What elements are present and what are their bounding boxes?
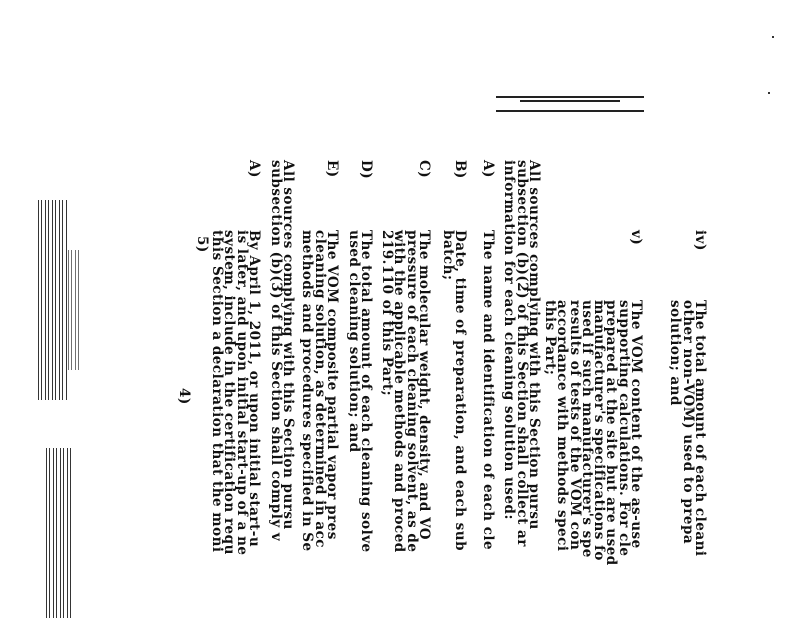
text-line: The total amount of each cleani <box>692 300 708 557</box>
text-line: other non-VOM) used to prepa <box>679 300 696 545</box>
text-line: prepared at the site but are used <box>603 300 620 566</box>
sub-item-e-text <box>301 230 338 552</box>
text-line: is later, and upon initial start-up of a ne <box>233 230 250 556</box>
sub-item-d <box>360 160 372 179</box>
item-marker: C) <box>416 160 432 179</box>
sub-item-c-text <box>381 230 430 553</box>
sub-item-b-text <box>441 230 466 551</box>
text-line: accordance with methods speci <box>554 300 571 552</box>
intro-b3 <box>269 160 294 541</box>
item-iv-text <box>669 300 706 557</box>
text-line: with the applicable methods and proced <box>391 230 408 553</box>
text-line: Date, time of preparation, and each sub <box>452 230 468 552</box>
item-marker: D) <box>358 160 374 180</box>
text-line: this Section a declaration that the moni <box>209 230 226 553</box>
sub-item-a <box>482 160 494 178</box>
text-line: batch; <box>439 230 456 281</box>
sub-item-e <box>326 160 338 178</box>
b3-item-a-text <box>211 230 260 556</box>
text-line: cleaning solution, as determined in acc <box>311 230 328 549</box>
text-line: system, include in the certification requ <box>221 230 238 555</box>
sub-item-c <box>418 160 430 178</box>
item-marker: A) <box>246 160 262 178</box>
text-line: results of tests of the VOM con <box>566 300 583 551</box>
text-line: The VOM composite partial vapor pres <box>324 230 340 540</box>
scan-artifact <box>68 250 82 370</box>
page-mark-5: 5) <box>194 236 210 253</box>
text-line: this Part; <box>541 300 558 376</box>
text-line: used cleaning solution; and <box>345 230 362 453</box>
scan-artifact <box>46 448 72 618</box>
text-line: The total amount of each cleaning solve <box>358 230 374 553</box>
text-line: subsection (b)(2) of this Section shall collect ar <box>513 160 530 547</box>
page-mark-4: 4) <box>176 388 192 405</box>
item-marker: iv) <box>692 230 708 251</box>
text-line: The name and identification of each cle <box>480 230 496 551</box>
text-line: All sources complying with this Section pursu <box>280 160 296 530</box>
item-marker: v) <box>628 230 644 246</box>
text-line: pressure of each cleaning solvent, as de <box>403 230 420 553</box>
item-iv <box>694 230 706 251</box>
scan-artifact <box>38 200 68 400</box>
text-line: information for each cleaning solution used: <box>501 160 518 520</box>
sub-item-a-text <box>482 230 494 550</box>
text-line: The VOM content of the as-use <box>628 300 644 549</box>
sub-item-d-text <box>347 230 372 553</box>
item-v-text <box>541 300 644 566</box>
item-marker: A) <box>480 160 496 178</box>
text-line: manufacturer's specifications fo <box>591 300 608 561</box>
text-line: supporting calculations. For cle <box>615 300 632 557</box>
item-marker: B) <box>452 160 468 179</box>
text-line: By April 1, 2011, or upon initial start-u <box>246 230 262 548</box>
text-line: 219.110 of this Part; <box>379 230 396 397</box>
intro-b2 <box>503 160 540 547</box>
text-line: methods and procedures specified in Se <box>299 230 316 552</box>
sub-item-b <box>454 160 466 179</box>
b3-item-a <box>248 160 260 178</box>
text-line: subsection (b)(3) of this Section shall comply v <box>267 160 284 542</box>
text-line: All sources complying with this Section pursu <box>526 160 542 530</box>
item-v <box>630 230 642 245</box>
text-line: The molecular weight, density, and VO <box>416 230 432 541</box>
text-line: solution; and <box>667 300 684 406</box>
item-marker: E) <box>324 160 340 178</box>
text-line: used if such manufacturer's spe <box>578 300 595 558</box>
